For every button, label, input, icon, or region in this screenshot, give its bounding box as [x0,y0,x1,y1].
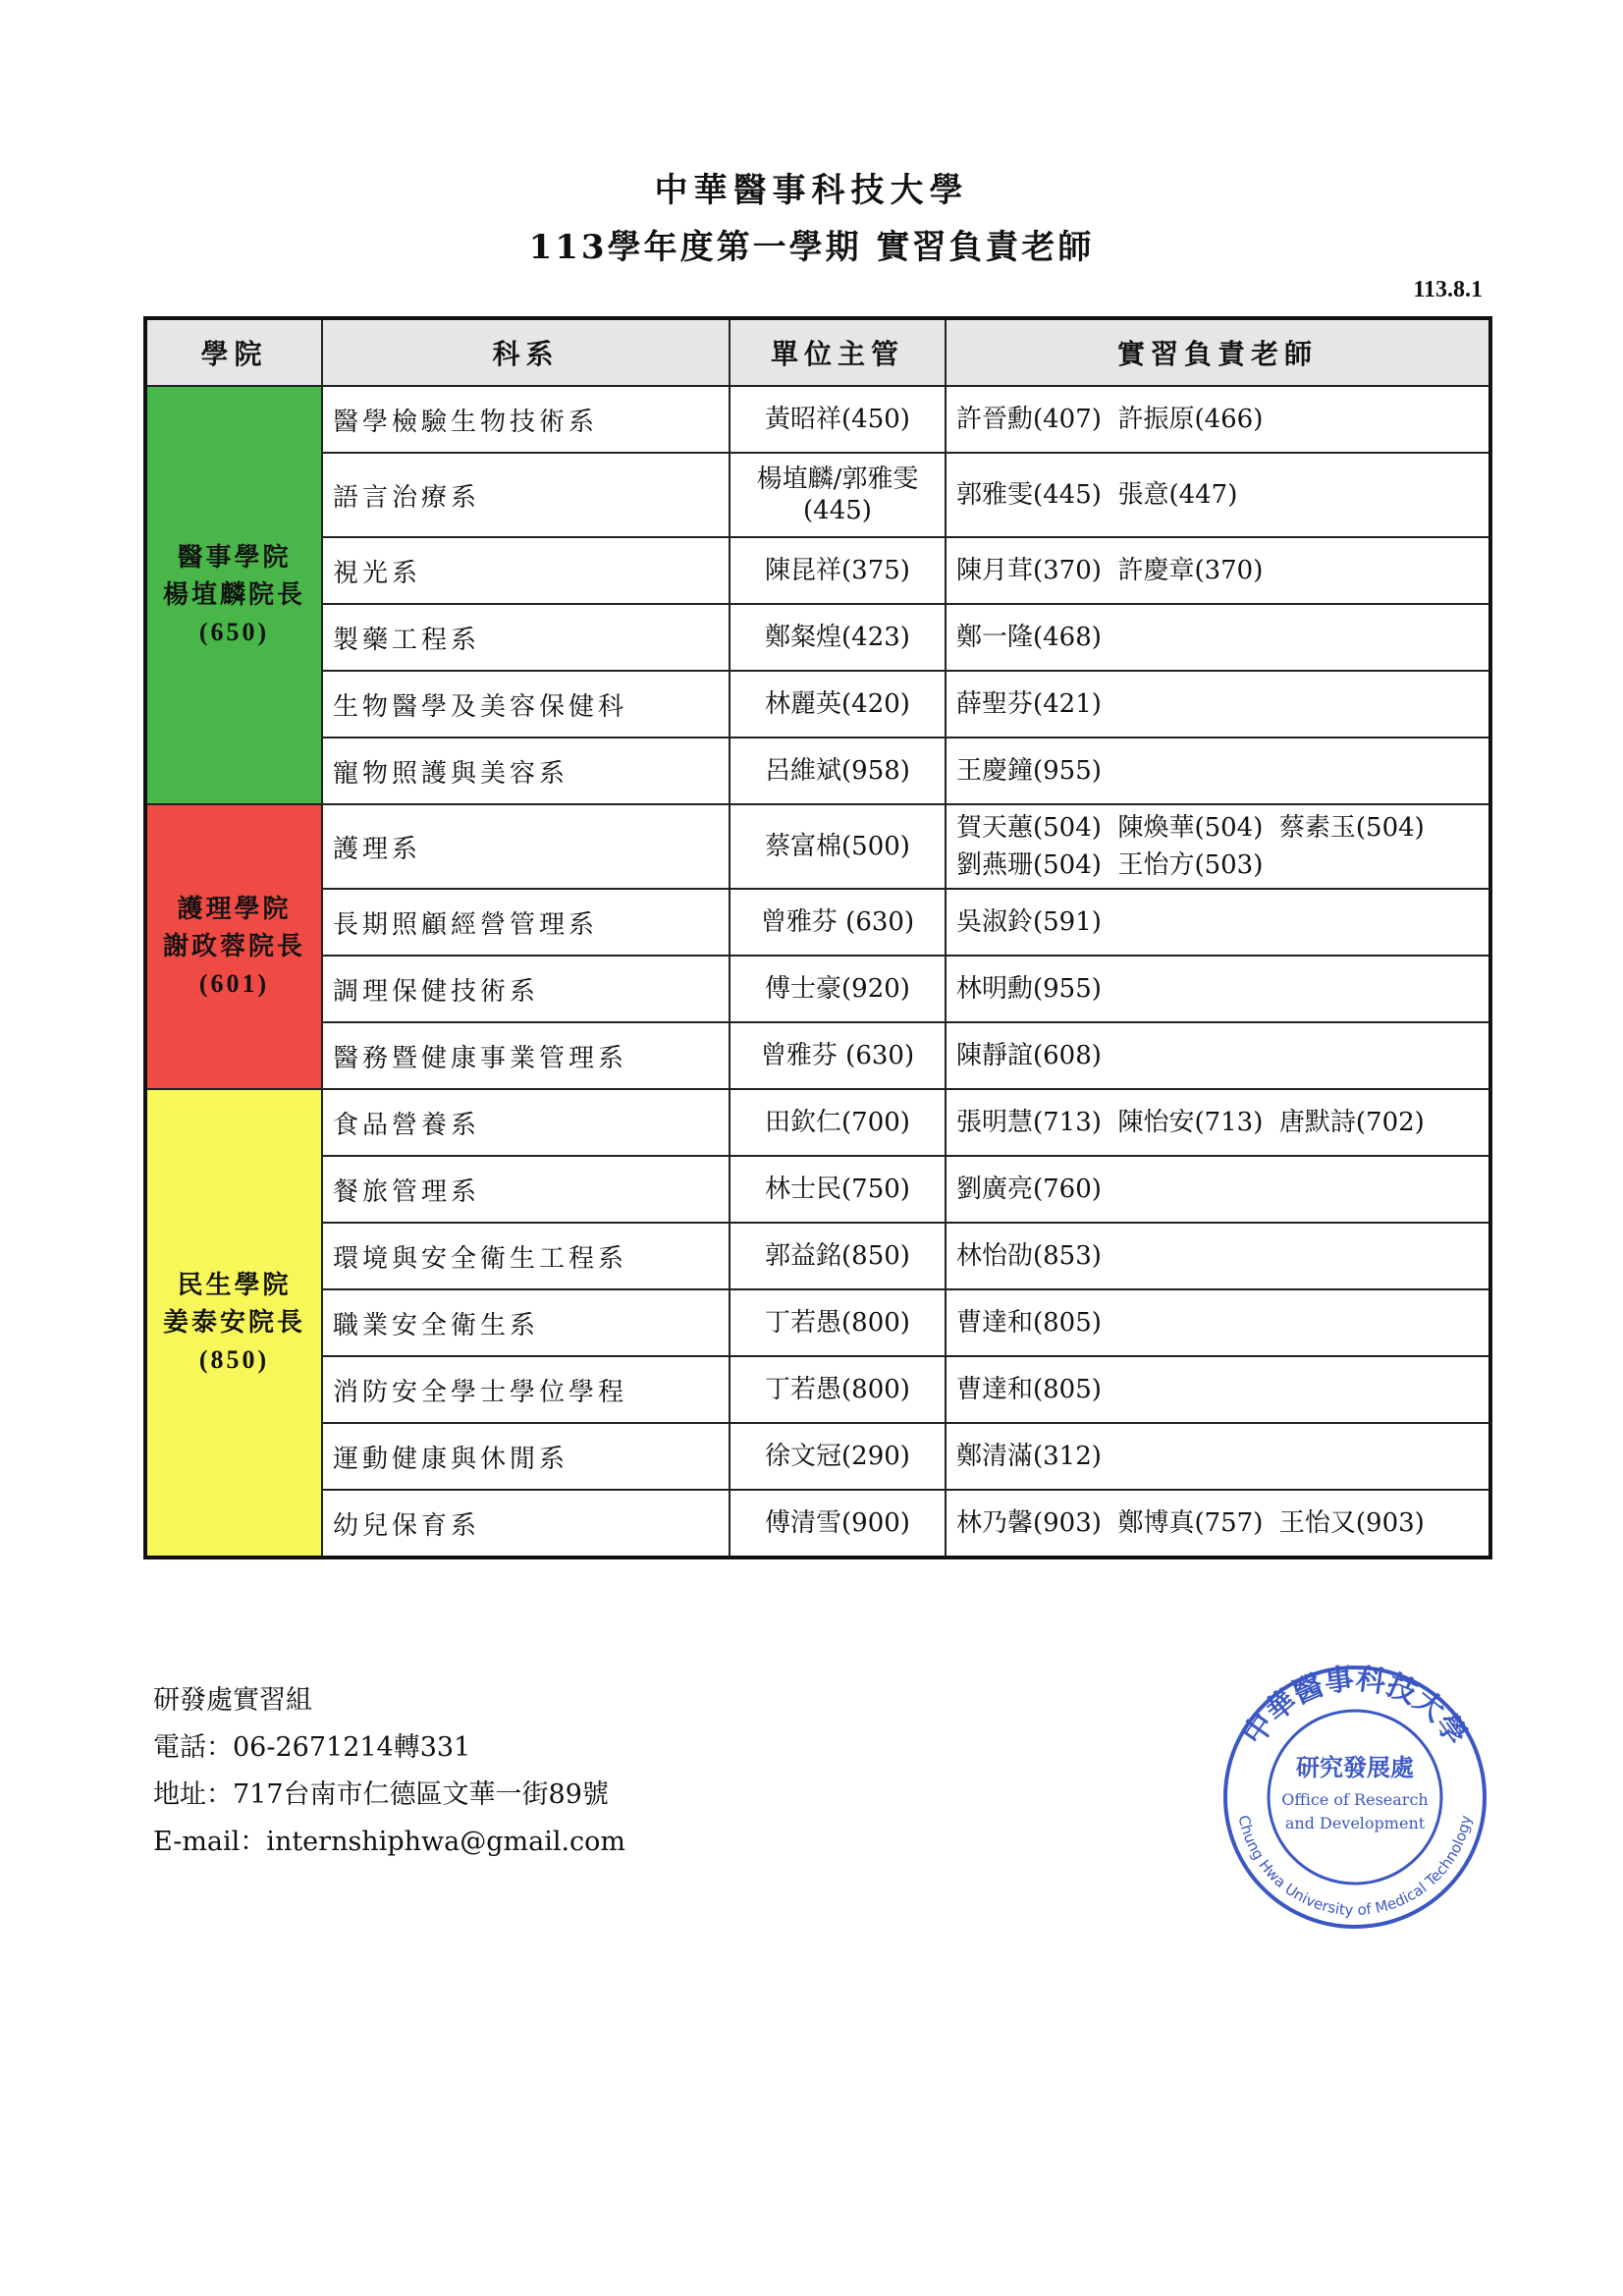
teacher-line: 劉燕珊(504) 王怡方(503) [956,850,1264,880]
seal-inner-title: 研究發展處 [1296,1753,1414,1781]
table-row [145,671,1490,738]
teachers-cell [946,671,1490,738]
department-cell: 食品營養系 [322,1089,730,1156]
teachers-cell [946,1022,1490,1089]
department-cell: 視光系 [322,537,730,604]
teacher-line: 陳月茸(370) 許慶章(370) [956,556,1264,585]
seal-inner-english-1: Office of Research [1281,1790,1429,1809]
college-code: (850) [198,1345,270,1374]
unit-head-cell: 林麗英(420) [730,671,946,738]
unit-head-cell: 林士民(750) [730,1156,946,1223]
teachers-cell [946,1289,1490,1356]
teacher-line: 王慶鐘(955) [956,756,1102,786]
column-header-teachers: 實習負責老師 [946,318,1490,386]
table-row [145,1356,1490,1423]
teacher-line: 陳靜誼(608) [956,1041,1102,1070]
table-row [145,1022,1490,1089]
unit-head-cell: 曾雅芬 (630) [730,1022,946,1089]
table-row [145,537,1490,604]
teacher-line: 林乃馨(903) 鄭博真(757) 王怡又(903) [956,1508,1425,1538]
unit-head-cell: 蔡富棉(500) [730,804,946,889]
contact-email: E-mail：internshiphwa@gmail.com [153,1827,626,1857]
teachers-cell [946,804,1490,889]
college-dean: 楊埴麟院長 [162,580,305,610]
teacher-line: 鄭清滿(312) [956,1442,1102,1471]
department-cell: 護理系 [322,804,730,889]
table-row [145,889,1490,956]
college-name: 護理學院 [177,895,292,924]
unit-head-cell: 黃昭祥(450) [730,386,946,453]
department-cell: 語言治療系 [322,453,730,537]
table-row [145,1490,1490,1558]
contact-address: 地址：717台南市仁德區文華一街89號 [153,1779,609,1810]
college-code: (650) [198,618,270,646]
office-seal-stamp [1208,1650,1492,1935]
teachers-cell [946,537,1490,604]
table-row [145,1223,1490,1289]
department-cell: 調理保健技術系 [322,956,730,1022]
teacher-line: 吳淑鈴(591) [956,907,1102,937]
department-cell: 長期照顧經營管理系 [322,889,730,956]
department-cell: 製藥工程系 [322,604,730,671]
department-cell: 餐旅管理系 [322,1156,730,1223]
unit-head-cell: 郭益銘(850) [730,1223,946,1289]
unit-head-cell: 丁若愚(800) [730,1356,946,1423]
teachers-cell [946,738,1490,804]
unit-head-cell: 呂維斌(958) [730,738,946,804]
department-cell: 醫學檢驗生物技術系 [322,386,730,453]
table-row [145,1089,1490,1156]
teacher-line: 薛聖芬(421) [956,689,1102,719]
college-name: 民生學院 [177,1271,292,1300]
unit-head-cell: 傅士豪(920) [730,956,946,1022]
teacher-line: 鄭一隆(468) [956,623,1102,652]
table-row [145,1156,1490,1223]
unit-head-cell: 曾雅芬 (630) [730,889,946,956]
department-cell: 醫務暨健康事業管理系 [322,1022,730,1089]
department-cell: 寵物照護與美容系 [322,738,730,804]
seal-ring-title: 中華醫事科技大學 [1236,1662,1474,1752]
unit-head-cell: 田欽仁(700) [730,1089,946,1156]
column-header-unit-head: 單位主管 [730,318,946,386]
column-header-college: 學院 [145,318,322,386]
teacher-line: 賀天蕙(504) 陳煥華(504) 蔡素玉(504) [956,813,1425,843]
department-cell: 幼兒保育系 [322,1490,730,1558]
seal-inner-english-2: and Development [1284,1814,1426,1832]
college-cell [145,386,322,804]
table-row [145,1423,1490,1490]
teachers-cell [946,453,1490,537]
document-date: 113.8.1 [1413,277,1483,302]
document-subtitle: 113學年度第一學期 實習負責老師 [528,228,1095,267]
teachers-cell [946,1156,1490,1223]
department-cell: 消防安全學士學位學程 [322,1356,730,1423]
table-row [145,738,1490,804]
teacher-line: 曹達和(805) [956,1308,1102,1338]
teacher-line: 曹達和(805) [956,1375,1102,1404]
table-header-row [145,318,1490,386]
department-cell: 職業安全衛生系 [322,1289,730,1356]
teachers-cell [946,889,1490,956]
college-name: 醫事學院 [177,543,292,573]
teachers-cell [946,1089,1490,1156]
internship-teacher-table [143,316,1492,1559]
teachers-cell [946,1423,1490,1490]
teachers-cell [946,386,1490,453]
college-code: (601) [198,969,270,998]
table-row [145,453,1490,537]
contact-info [153,1677,625,1866]
department-cell: 環境與安全衛生工程系 [322,1223,730,1289]
teacher-line: 許晉勳(407) 許振原(466) [956,405,1264,434]
contact-phone: 電話：06-2671214轉331 [153,1732,471,1763]
teacher-line: 林怡劭(853) [956,1241,1102,1271]
teachers-cell [946,604,1490,671]
teacher-line: 林明勳(955) [956,974,1102,1004]
column-header-department: 科系 [322,318,730,386]
unit-head-cell: 陳昆祥(375) [730,537,946,604]
teacher-line: 劉廣亮(760) [956,1175,1102,1204]
teachers-cell [946,1490,1490,1558]
department-cell: 生物醫學及美容保健科 [322,671,730,738]
university-title: 中華醫事科技大學 [654,171,969,210]
college-cell [145,1089,322,1558]
college-cell [145,804,322,1089]
seal-ring-english: Chung Hwa University of Medical Technology [1234,1813,1476,1920]
teachers-cell [946,1356,1490,1423]
unit-head-cell: 楊埴麟/郭雅雯(445) [730,453,946,537]
teacher-line: 張明慧(713) 陳怡安(713) 唐默詩(702) [956,1108,1425,1137]
unit-head-cell: 丁若愚(800) [730,1289,946,1356]
department-cell: 運動健康與休閒系 [322,1423,730,1490]
contact-unit: 研發處實習組 [153,1685,312,1716]
table-row [145,804,1490,889]
unit-head-cell: 傅清雪(900) [730,1490,946,1558]
table-body [145,386,1490,1558]
table-row [145,1289,1490,1356]
unit-head-cell: 徐文冠(290) [730,1423,946,1490]
unit-head-cell: 鄭粲煌(423) [730,604,946,671]
table-row [145,604,1490,671]
teacher-line: 郭雅雯(445) 張意(447) [956,480,1238,510]
teachers-cell [946,1223,1490,1289]
teachers-cell [946,956,1490,1022]
college-dean: 謝政蓉院長 [162,932,305,961]
college-dean: 姜泰安院長 [162,1308,305,1338]
table-row [145,386,1490,453]
table-row [145,956,1490,1022]
